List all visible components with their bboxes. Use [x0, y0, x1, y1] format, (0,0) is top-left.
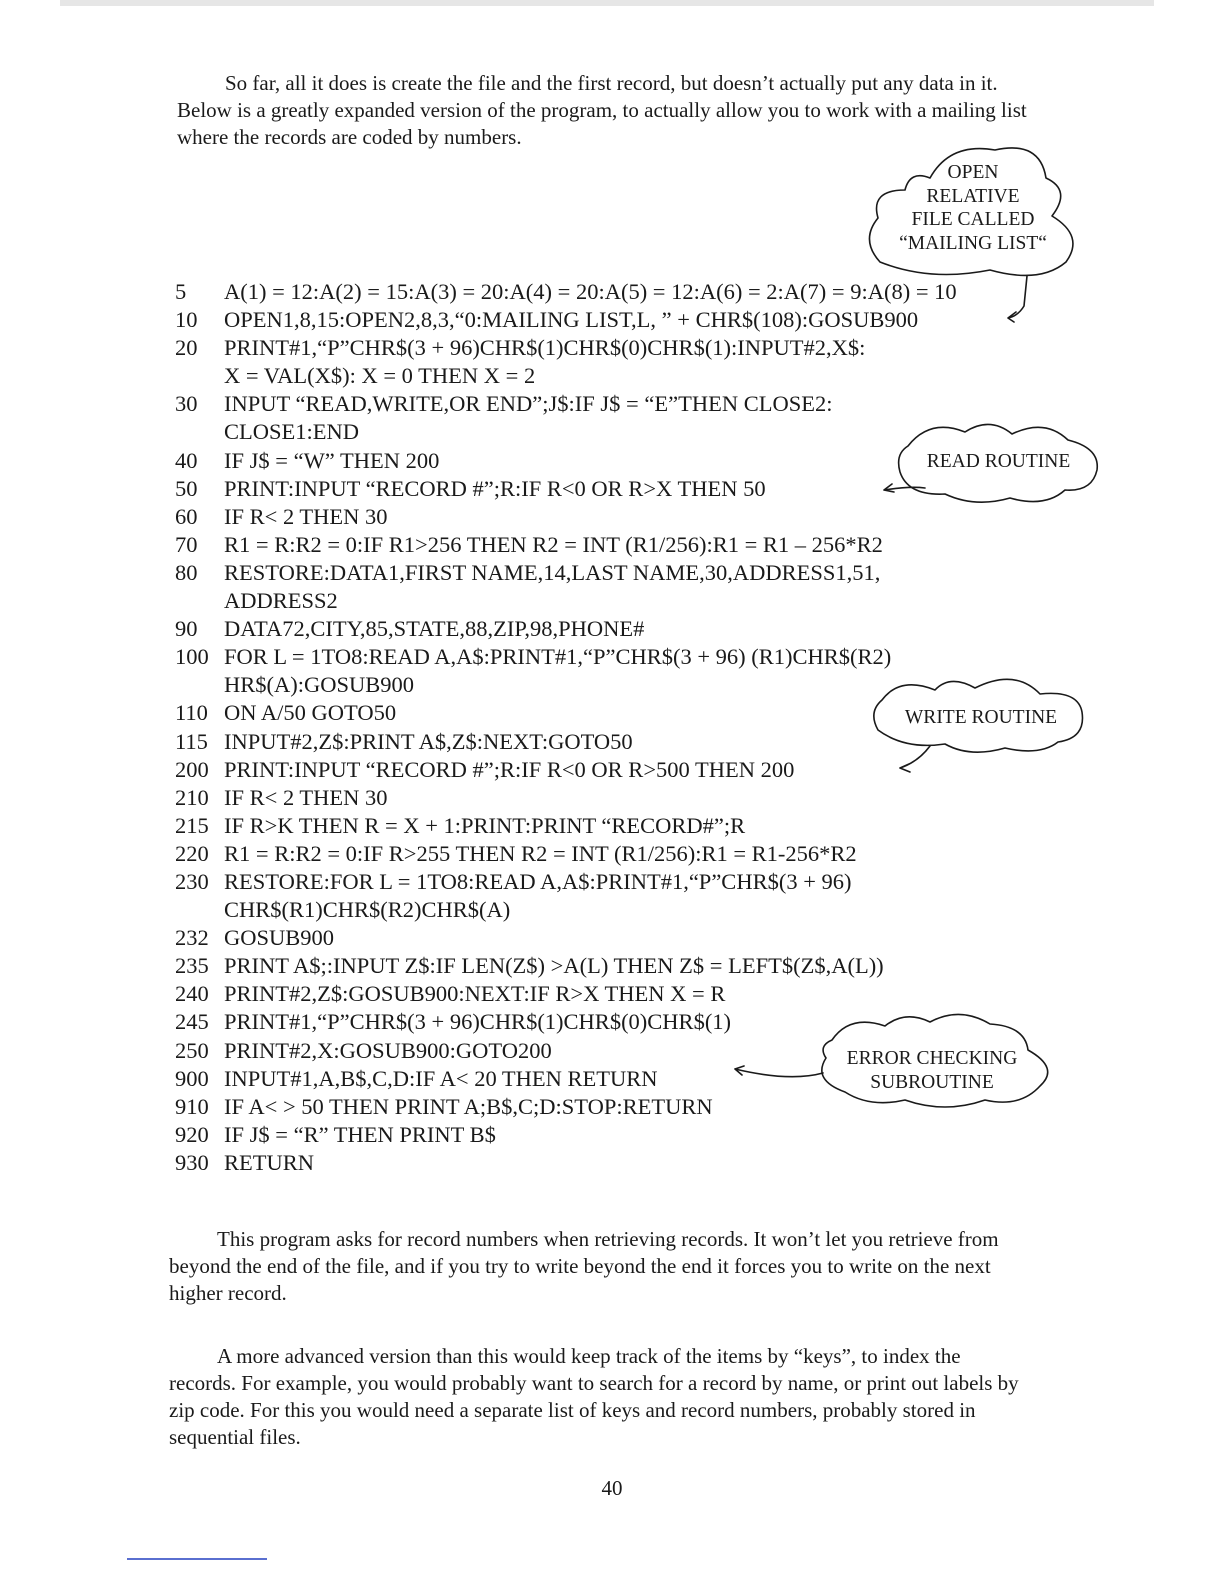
line-number: 90: [175, 616, 198, 642]
line-number: 220: [175, 840, 209, 866]
arrow-open-file: [1008, 276, 1027, 322]
line-number: 930: [175, 1149, 209, 1175]
code-text: PRINT#1,“P”CHR$(3 + 96)CHR$(1)CHR$(0)CHR$(1):INPUT#2,X$:: [224, 335, 866, 361]
code-text: IF A< > 50 THEN PRINT A;B$,C;D:STOP:RETURN: [224, 1093, 713, 1119]
code-text: CHR$(R1)CHR$(R2)CHR$(A): [224, 897, 511, 923]
arrow-write-routine: [900, 746, 930, 772]
callout-open-relative-file: OPEN RELATIVE FILE CALLED “MAILING LIST“: [899, 162, 1047, 254]
code-text: PRINT#1,“P”CHR$(3 + 96)CHR$(1)CHR$(0)CHR$(1): [224, 1009, 732, 1035]
code-text: IF R< 2 THEN 30: [224, 503, 388, 529]
callout-write-routine: WRITE ROUTINE: [904, 707, 1058, 728]
code-text: INPUT#2,Z$:PRINT A$,Z$:NEXT:GOTO50: [224, 728, 633, 754]
line-number: 920: [175, 1121, 209, 1147]
line-number: 245: [175, 1009, 209, 1035]
line-number: 10: [175, 307, 198, 333]
outro-paragraph-1: This program asks for record numbers when retrieving records. It won’t let you retrieve from beyond the end of the file, and if you try to write beyond the end it forces you to write on the next higher record.: [169, 1227, 999, 1305]
code-text: PRINT#2,Z$:GOSUB900:NEXT:IF R>X THEN X = R: [224, 981, 726, 1007]
code-text: IF J$ = “W” THEN 200: [224, 447, 440, 473]
code-text: INPUT “READ,WRITE,OR END”;J$:IF J$ = “E”THEN CLOSE2:: [224, 391, 833, 417]
outro-paragraph-2: A more advanced version than this would keep track of the items by “keys”, to index the records. For example, you would probably want to search for a record by name, or print out labels by zip code. For this you would need a separate list of keys and record numbers, probably stored in sequential files.: [169, 1344, 1019, 1449]
code-text: RETURN: [224, 1149, 314, 1175]
code-text: RESTORE:FOR L = 1TO8:READ A,A$:PRINT#1,“P”CHR$(3 + 96): [224, 868, 852, 894]
line-number: 210: [175, 784, 209, 810]
line-number: 50: [175, 475, 198, 501]
code-text: X = VAL(X$): X = 0 THEN X = 2: [224, 363, 536, 389]
code-text: RESTORE:DATA1,FIRST NAME,14,LAST NAME,30,ADDRESS1,51,: [224, 559, 881, 585]
code-text: ADDRESS2: [224, 588, 338, 614]
line-number: 115: [175, 728, 208, 754]
arrow-error-checking: [735, 1066, 823, 1077]
line-number: 235: [175, 953, 209, 979]
line-number: 110: [175, 700, 208, 726]
intro-paragraph: So far, all it does is create the file and the first record, but doesn’t actually put any data in it. Below is a greatly expanded version of the program, to actually allow you to work with a mailing list where the records are coded by numbers.: [177, 71, 1027, 149]
line-number: 70: [175, 531, 198, 557]
line-number: 910: [175, 1093, 209, 1119]
line-number: 5: [175, 279, 187, 304]
line-number: 100: [175, 644, 209, 670]
code-text: R1 = R:R2 = 0:IF R>255 THEN R2 = INT (R1/256):R1 = R1-256*R2: [224, 840, 857, 866]
code-text: OPEN1,8,15:OPEN2,8,3,“0:MAILING LIST,L, ” + CHR$(108):GOSUB900: [224, 307, 919, 333]
code-text: GOSUB900: [224, 925, 335, 951]
callout-error-checking-subroutine: ERROR CHECKING SUBROUTINE: [846, 1048, 1018, 1093]
line-number: 230: [175, 868, 209, 894]
code-text: INPUT#1,A,B$,C,D:IF A< 20 THEN RETURN: [224, 1065, 658, 1091]
code-text: CLOSE1:END: [224, 419, 359, 445]
callout-read-routine: READ ROUTINE: [926, 451, 1071, 472]
code-text: PRINT:INPUT “RECORD #”;R:IF R<0 OR R>500 THEN 200: [224, 756, 795, 782]
line-number: 900: [175, 1065, 209, 1091]
code-text: PRINT A$;:INPUT Z$:IF LEN(Z$) >A(L) THEN Z$ = LEFT$(Z$,A(L)): [224, 953, 884, 979]
line-number: 40: [175, 447, 198, 473]
page-number: 40: [601, 1476, 623, 1500]
line-number: 60: [175, 503, 198, 529]
line-number: 232: [175, 925, 209, 951]
code-text: PRINT#2,X:GOSUB900:GOTO200: [224, 1037, 552, 1063]
line-number: 240: [175, 981, 209, 1007]
line-number: 30: [175, 391, 198, 417]
line-number: 80: [175, 559, 198, 585]
code-text: IF J$ = “R” THEN PRINT B$: [224, 1121, 496, 1147]
line-number: 215: [175, 812, 209, 838]
code-text: HR$(A):GOSUB900: [224, 672, 415, 698]
code-text: IF R< 2 THEN 30: [224, 784, 388, 810]
code-text: PRINT:INPUT “RECORD #”;R:IF R<0 OR R>X THEN 50: [224, 475, 766, 501]
code-text: ON A/50 GOTO50: [224, 700, 397, 726]
code-text: DATA72,CITY,85,STATE,88,ZIP,98,PHONE#: [224, 616, 645, 642]
line-number: 200: [175, 756, 209, 782]
line-number: 20: [175, 335, 198, 361]
code-text: R1 = R:R2 = 0:IF R1>256 THEN R2 = INT (R1/256):R1 = R1 – 256*R2: [224, 531, 883, 557]
code-text: FOR L = 1TO8:READ A,A$:PRINT#1,“P”CHR$(3 + 96) (R1)CHR$(R2): [224, 644, 892, 670]
footer-rule: [127, 1558, 267, 1560]
code-text: IF R>K THEN R = X + 1:PRINT:PRINT “RECORD#”;R: [224, 812, 746, 838]
line-number: 250: [175, 1037, 209, 1063]
code-text: A(1) = 12:A(2) = 15:A(3) = 20:A(4) = 20:A(5) = 12:A(6) = 2:A(7) = 9:A(8) = 10: [224, 279, 957, 304]
